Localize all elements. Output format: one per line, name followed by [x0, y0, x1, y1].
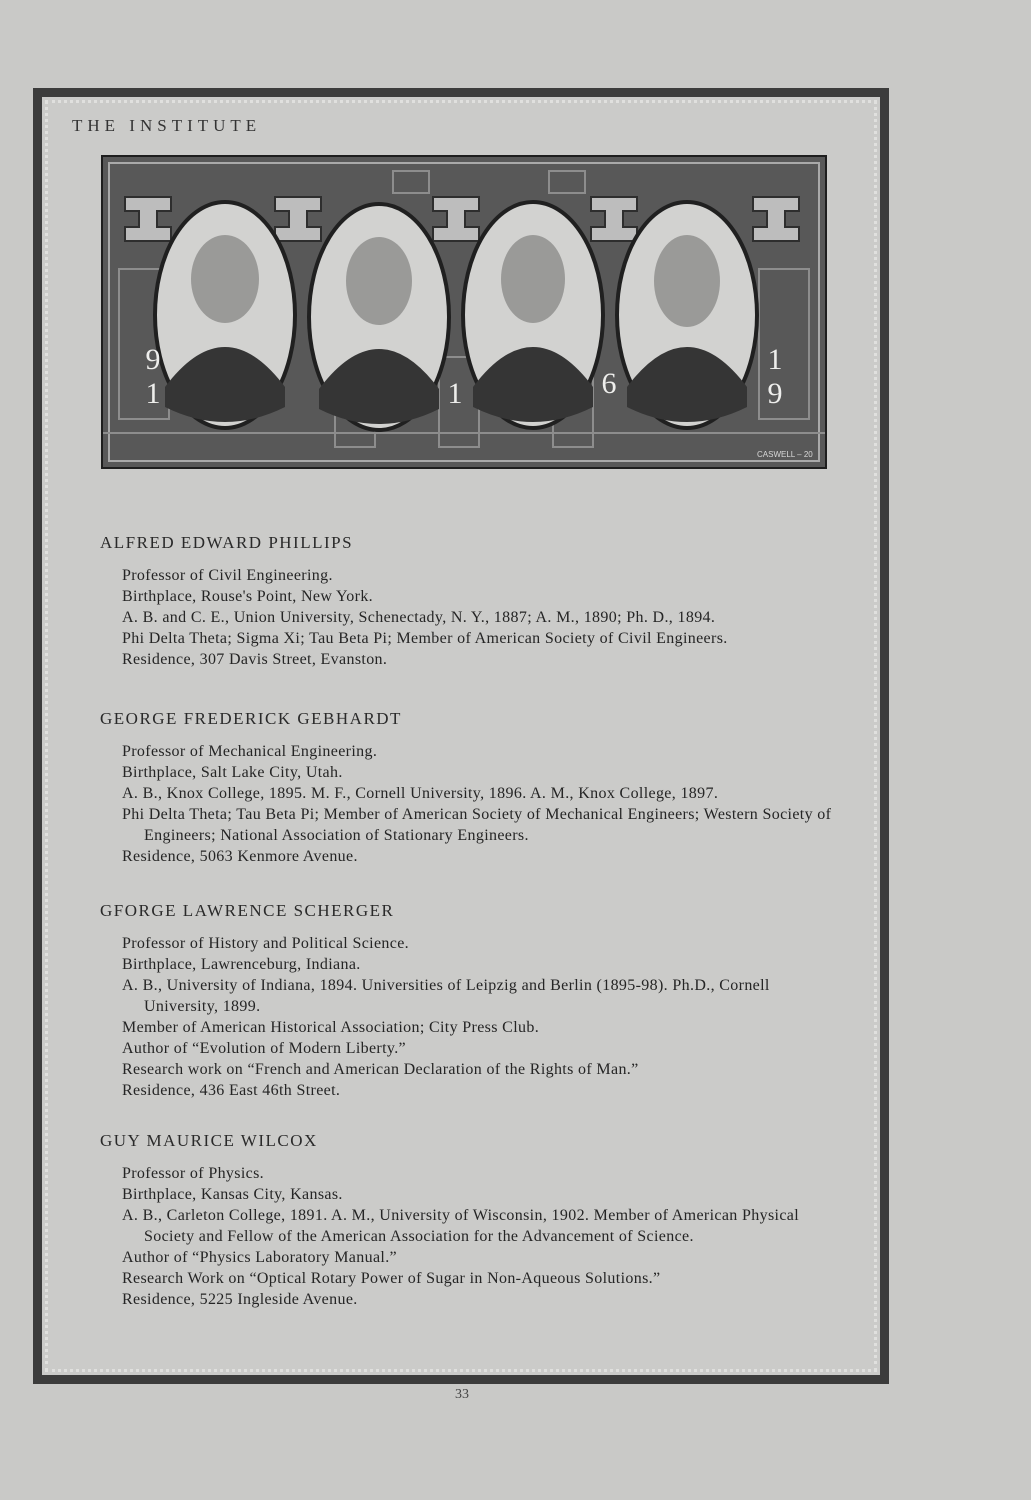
entry-lines: [100, 741, 835, 867]
page-number: 33: [455, 1387, 469, 1402]
entry-line: Residence, 436 East 46th Street.: [122, 1082, 341, 1099]
entry-line: Birthplace, Salt Lake City, Utah.: [122, 764, 343, 781]
artist-signature: CASWELL – 20: [757, 450, 813, 459]
entry-line: Member of American Historical Association; City Press Club.: [122, 1019, 540, 1036]
panel-digit-4: 6: [601, 367, 617, 400]
entry-line: Residence, 5225 Ingleside Avenue.: [122, 1291, 358, 1308]
entry-lines: [100, 565, 835, 670]
portrait-panel: [101, 155, 827, 469]
panel-digit-2: 9: [145, 343, 161, 376]
entry-line: A. B. and C. E., Union University, Schenectady, N. Y., 1887; A. M., 1890; Ph. D., 1894.: [122, 609, 716, 626]
entry-gebhardt: [100, 709, 835, 867]
panel-digit-5: 1: [767, 343, 783, 376]
entry-line: Phi Delta Theta; Sigma Xi; Tau Beta Pi; Member of American Society of Civil Engineers.: [122, 630, 728, 647]
entry-line: Research Work on “Optical Rotary Power of Sugar in Non-Aqueous Solutions.”: [122, 1270, 661, 1287]
stained-glass-panel: [103, 157, 825, 467]
entry-scherger: [100, 901, 835, 1101]
entry-line: Birthplace, Lawrenceburg, Indiana.: [122, 956, 361, 973]
entry-line: A. B., University of Indiana, 1894. Universities of Leipzig and Berlin (1895-98). Ph.D., Cornell University, 1899.: [122, 977, 770, 1015]
running-head: THE INSTITUTE: [72, 116, 262, 135]
entry-name: GFORGE LAWRENCE SCHERGER: [100, 901, 395, 920]
entry-name: GUY MAURICE WILCOX: [100, 1131, 318, 1150]
entry-line: Birthplace, Kansas City, Kansas.: [122, 1186, 343, 1203]
entry-line: Author of “Physics Laboratory Manual.”: [122, 1249, 398, 1266]
entry-line: Author of “Evolution of Modern Liberty.”: [122, 1040, 407, 1057]
entry-line: Professor of Civil Engineering.: [122, 567, 333, 584]
entry-name: ALFRED EDWARD PHILLIPS: [100, 533, 354, 552]
panel-digit-6: 9: [767, 377, 783, 410]
entry-line: Phi Delta Theta; Tau Beta Pi; Member of American Society of Mechanical Engineers; Western Society of Engineers; National Association of Stationary Engineers.: [122, 806, 832, 844]
entry-line: Professor of History and Political Science.: [122, 935, 409, 952]
entry-line: A. B., Knox College, 1895. M. F., Cornell University, 1896. A. M., Knox College, 1897.: [122, 785, 719, 802]
entry-wilcox: [100, 1131, 835, 1310]
entry-name: GEORGE FREDERICK GEBHARDT: [100, 709, 402, 728]
entry-line: A. B., Carleton College, 1891. A. M., University of Wisconsin, 1902. Member of American Physical Society and Fellow of the American Association for the Advancement of Science.: [122, 1207, 800, 1245]
entry-phillips: [100, 533, 835, 670]
panel-digit-1: 1: [145, 377, 161, 410]
entry-line: Research work on “French and American Declaration of the Rights of Man.”: [122, 1061, 639, 1078]
entry-lines: [100, 1163, 835, 1310]
entry-line: Residence, 5063 Kenmore Avenue.: [122, 848, 358, 865]
panel-digit-3: 1: [447, 377, 463, 410]
entry-line: Professor of Mechanical Engineering.: [122, 743, 378, 760]
entry-lines: [100, 933, 835, 1101]
entry-line: Professor of Physics.: [122, 1165, 265, 1182]
entry-line: Residence, 307 Davis Street, Evanston.: [122, 651, 388, 668]
entry-line: Birthplace, Rouse's Point, New York.: [122, 588, 374, 605]
